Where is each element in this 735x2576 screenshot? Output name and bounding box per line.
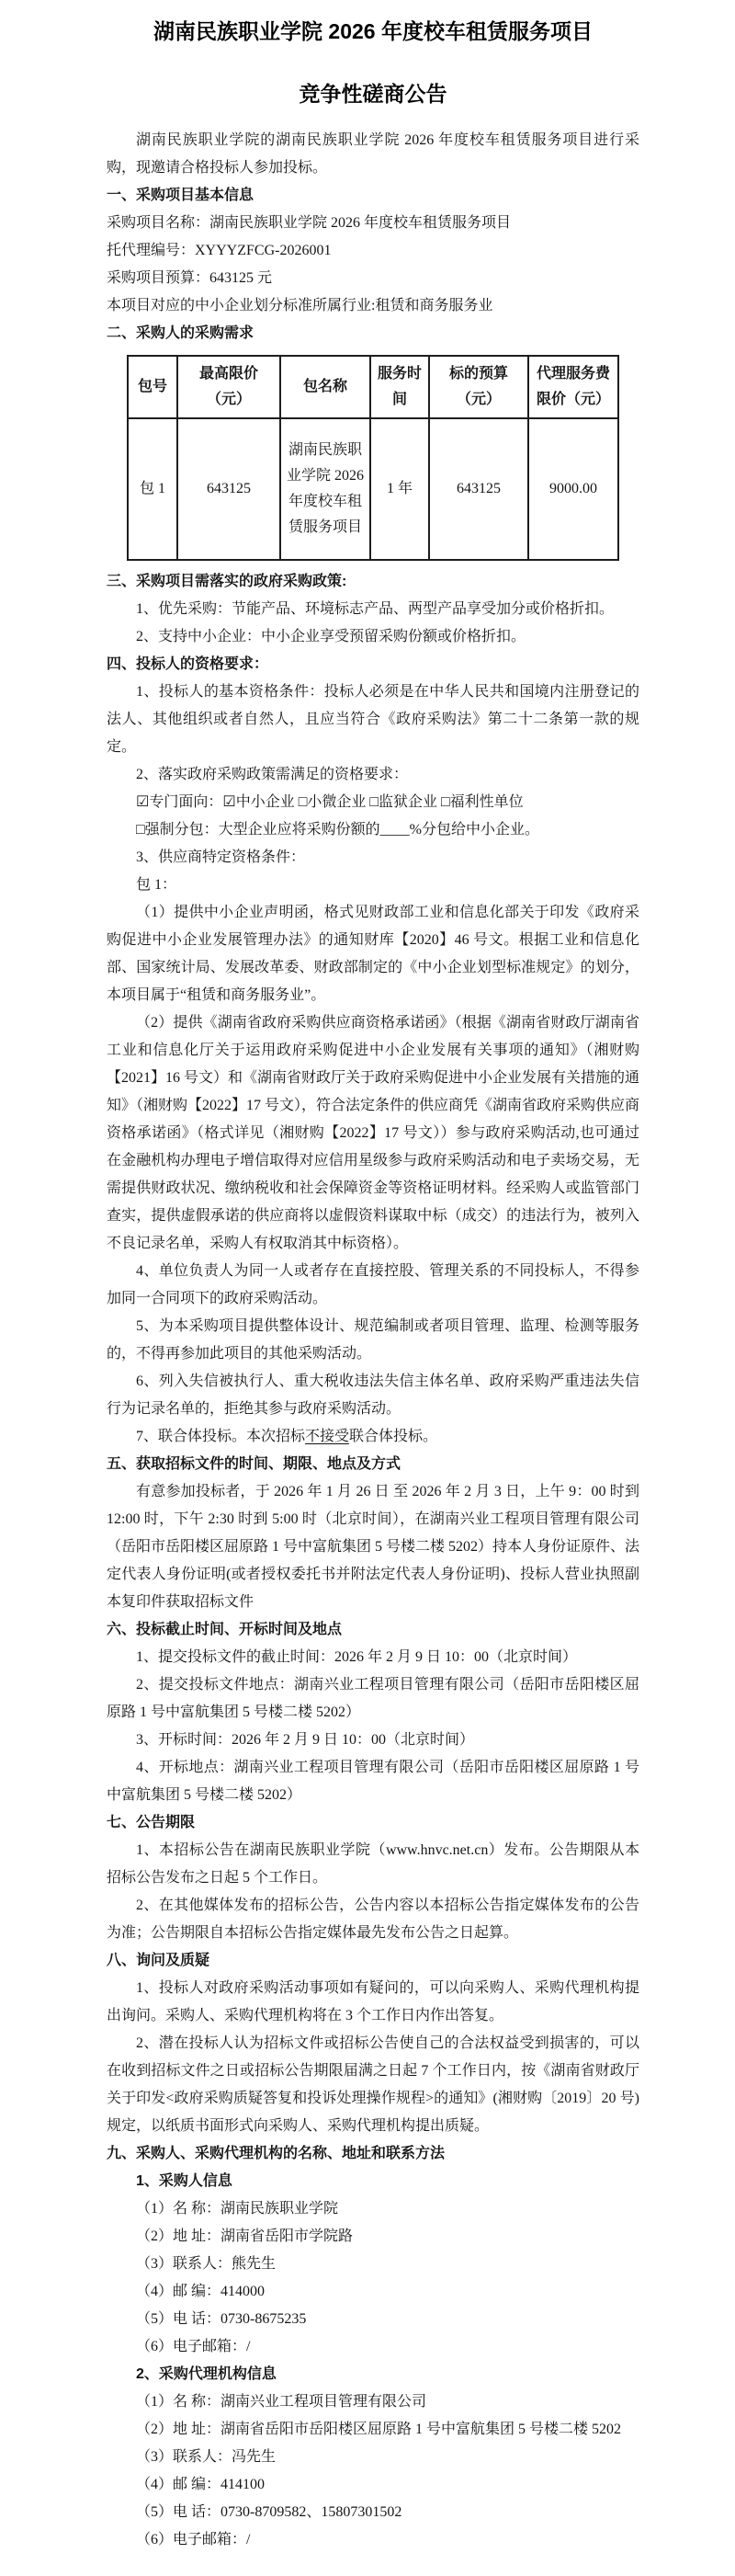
project-name-line: 采购项目名称：湖南民族职业学院 2026 年度校车租赁服务项目 (107, 215, 512, 231)
section-7-heading: 七、公告期限 (107, 1815, 196, 1830)
checkbox-line-subcontract: □强制分包：大型企业应将采购份额的____%分包给中小企业。 (136, 822, 539, 838)
section-4-heading: 四、投标人的资格要求： (107, 656, 269, 672)
procurement-table (127, 355, 619, 561)
agency-code-line: 托代理编号：XYYYZFCG-2026001 (107, 243, 332, 258)
industry-category-line: 本项目对应的中小企业划分标准所属行业:租赁和商务服务业 (107, 298, 493, 313)
header-agency-fee-limit: 代理服务费限价（元） (528, 356, 618, 418)
section-6-heading: 六、投标截止时间、开标时间及地点 (107, 1622, 343, 1637)
cell-service-time: 1 年 (370, 418, 429, 560)
cell-package-name: 湖南民族职业学院 2026 年度校车租赁服务项目 (280, 418, 370, 560)
section-4-qualifications (107, 651, 639, 1451)
agent-info-heading: 2、采购代理机构信息 (136, 2366, 277, 2382)
policy-item-priority: 1、优先采购：节能产品、环境标志产品、两型产品享受加分或价格折扣。 (136, 601, 615, 617)
section-2-heading: 二、采购人的采购需求 (107, 325, 254, 341)
section-9-contacts (107, 2140, 639, 2554)
qualification-sme-declaration: （1）提供中小企业声明函，格式见财政部工业和信息化部关于印发《政府采购促进中小企业发展管理办法》的通知财库【2020】46 号文。根据工业和信息化部、国家统计局、发展改革委、财政部制定的《中小企业划型标准规定》的划分，本项目属于“租赁和商务服务业”。 (107, 905, 639, 1003)
cell-max-price: 643125 (177, 418, 280, 560)
announcement-other-media-line: 2、在其他媒体发布的招标公告，公告内容以本招标公告指定媒体发布的公告为准；公告期限自本招标公告指定媒体最先发布公告之日起算。 (107, 1898, 639, 1941)
buyer-contact-line: （3）联系人：熊先生 (136, 2256, 277, 2272)
agent-name-line: （1）名 称：湖南兴业工程项目管理有限公司 (136, 2394, 427, 2410)
section-3-heading: 三、采购项目需落实的政府采购政策: (107, 574, 347, 589)
section-5-heading: 五、获取招标文件的时间、期限、地点及方式 (107, 1456, 401, 1472)
policy-item-sme-support: 2、支持中小企业：中小企业享受预留采购份额或价格折扣。 (136, 629, 526, 644)
bid-submission-place-line: 2、提交投标文件地点：湖南兴业工程项目管理有限公司（岳阳市岳阳楼区屈原路 1 号中富航集团 5 号楼二楼 5202） (107, 1677, 639, 1720)
header-package-name: 包名称 (280, 356, 370, 418)
intro-paragraph: 湖南民族职业学院的湖南民族职业学院 2026 年度校车租赁服务项目进行采购，现邀请合格投标人参加投标。 (107, 132, 639, 176)
agent-address-line: （2）地 址：湖南省岳阳市岳阳楼区屈原路 1 号中富航集团 5 号楼二楼 5202 (136, 2422, 622, 2437)
project-budget-line: 采购项目预算：643125 元 (107, 270, 273, 286)
cell-target-budget: 643125 (429, 418, 528, 560)
cell-package-no: 包 1 (128, 418, 177, 560)
opening-place-line: 4、开标地点：湖南兴业工程项目管理有限公司（岳阳市岳阳楼区屈原路 1 号中富航集团 5 号楼二楼 5202） (107, 1760, 639, 1803)
buyer-address-line: （2）地 址：湖南省岳阳市学院路 (136, 2228, 354, 2244)
header-package-no: 包号 (128, 356, 177, 418)
qualification-specific-intro: 3、供应商特定资格条件： (136, 849, 306, 865)
challenge-line: 2、潜在投标人认为招标文件或招标公告使自己的合法权益受到损害的，可以在收到招标文件之日或招标公告期限届满之日起 7 个工作日内，按《湖南省财政厅关于印发<政府采购质疑答复和投诉处理操作规程>的通知》(湘财购〔2019〕20 号)规定，以纸质书面形式向采购人、采购代理机构提出质疑。 (107, 2035, 639, 2134)
agent-phone-line: （5）电 话：0730-8709582、15807301502 (136, 2504, 402, 2520)
buyer-name-line: （1）名 称：湖南民族职业学院 (136, 2201, 339, 2217)
agent-contact-line: （3）联系人：冯先生 (136, 2449, 277, 2465)
inquiry-line: 1、投标人对政府采购活动事项如有疑问的，可以向采购人、采购代理机构提出询问。采购人、采购代理机构将在 3 个工作日内作出答复。 (107, 1980, 639, 2023)
announcement-publish-line: 1、本招标公告在湖南民族职业学院（www.hnvc.net.cn）发布。公告期限从本招标公告发布之日起 5 个工作日。 (107, 1842, 639, 1886)
buyer-info-heading: 1、采购人信息 (136, 2173, 232, 2189)
consortium-not-accepted: 不接受 (305, 1429, 350, 1444)
section-8-inquiry (107, 1947, 639, 2140)
agent-postcode-line: （4）邮 编：414100 (136, 2477, 266, 2492)
buyer-phone-line: （5）电 话：0730-8675235 (136, 2311, 307, 2327)
consortium-prefix: 7、联合体投标。本次招标 (136, 1429, 306, 1444)
section-2-procurement-demand (107, 320, 639, 561)
table-header-row (128, 356, 618, 418)
opening-time-line: 3、开标时间：2026 年 2 月 9 日 10：00（北京时间） (136, 1732, 475, 1748)
header-service-time: 服务时间 (370, 356, 429, 418)
qualification-design-services: 5、为本采购项目提供整体设计、规范编制或者项目管理、监理、检测等服务的，不得再参加此项目的其他采购活动。 (107, 1318, 639, 1362)
document-title-line-1: 湖南民族职业学院 2026 年度校车租赁服务项目 (153, 19, 593, 43)
section-5-document-acquisition (107, 1451, 639, 1616)
package-1-label: 包 1： (136, 877, 177, 893)
qualification-policy-intro: 2、落实政府采购政策需满足的资格要求： (136, 767, 409, 782)
section-9-heading: 九、采购人、采购代理机构的名称、地址和联系方法 (107, 2146, 446, 2161)
bid-deadline-line: 1、提交投标文件的截止时间：2026 年 2 月 9 日 10：00（北京时间） (136, 1649, 578, 1665)
acquisition-paragraph: 有意参加投标者，于 2026 年 1 月 26 日 至 2026 年 2 月 3 日，上午 9：00 时到 12:00 时，下午 2:30 时到 5:00 时（北京时间），在湖南兴业工程项目管理有限公司（岳阳市岳阳楼区屈原路 1 号中富航集团 5 号楼二楼 5202）持本人身份证原件、法定代表人身份证明(或者授权委托书并附法定代表人身份证明)、投标人营业执照副本复印件获取招标文件 (107, 1484, 640, 1610)
qualification-same-principal: 4、单位负责人为同一人或者存在直接控股、管理关系的不同投标人，不得参加同一合同项下的政府采购活动。 (107, 1263, 639, 1306)
buyer-postcode-line: （4）邮 编：414000 (136, 2284, 266, 2299)
section-8-heading: 八、询问及质疑 (107, 1953, 210, 1968)
table-row (128, 418, 618, 560)
section-7-announcement-period (107, 1809, 639, 1947)
qualification-dishonest-list: 6、列入失信被执行人、重大税收违法失信主体名单、政府采购严重违法失信行为记录名单的，拒绝其参与政府采购活动。 (107, 1373, 639, 1417)
section-1-heading: 一、采购项目基本信息 (107, 188, 254, 203)
section-1-basic-info (107, 182, 639, 320)
agent-email-line: （6）电子邮箱：/ (136, 2532, 251, 2548)
section-6-bid-opening (107, 1616, 639, 1809)
qualification-commitment-letter: （2）提供《湖南省政府采购供应商资格承诺函》（根据《湖南省财政厅湖南省工业和信息化厅关于运用政府采购促进中小企业发展有关事项的通知》（湘财购【2021】16 号文）和《湖南省财政厅关于政府采购促进中小企业发展有关措施的通知》（湘财购【2022】17 号文），符合法定条件的供应商凭《湖南省政府采购供应商资格承诺函》（格式详见（湘财购【2022】17 号文））参与政府采购活动,也可通过在金融机构办理电子增信取得对应信用星级参与政府采购活动和电子卖场交易，无需提供财政状况、缴纳税收和社会保障资金等资格证明材料。经采购人或监管部门查实，提供虚假承诺的供应商将以虚假资料谋取中标（成交）的违法行为，被列入不良记录名单，采购人有权取消其中标资格）。 (107, 1015, 640, 1251)
checkbox-line-dedicated: ☑专门面向：☑中小企业 □小微企业 □监狱企业 □福利性单位 (136, 794, 524, 810)
buyer-email-line: （6）电子邮箱：/ (136, 2339, 251, 2354)
section-3-policies (107, 568, 639, 651)
qualification-basic: 1、投标人的基本资格条件：投标人必须是在中华人民共和国境内注册登记的法人、其他组织或者自然人，且应当符合《政府采购法》第二十二条第一款的规定。 (107, 684, 639, 755)
qualification-consortium (107, 1423, 639, 1451)
header-max-price: 最高限价（元） (177, 356, 280, 418)
header-target-budget: 标的预算（元） (429, 356, 528, 418)
document-title-line-2: 竞争性磋商公告 (299, 82, 447, 106)
cell-agency-fee-limit: 9000.00 (528, 418, 618, 560)
consortium-suffix: 联合体投标。 (349, 1429, 438, 1444)
